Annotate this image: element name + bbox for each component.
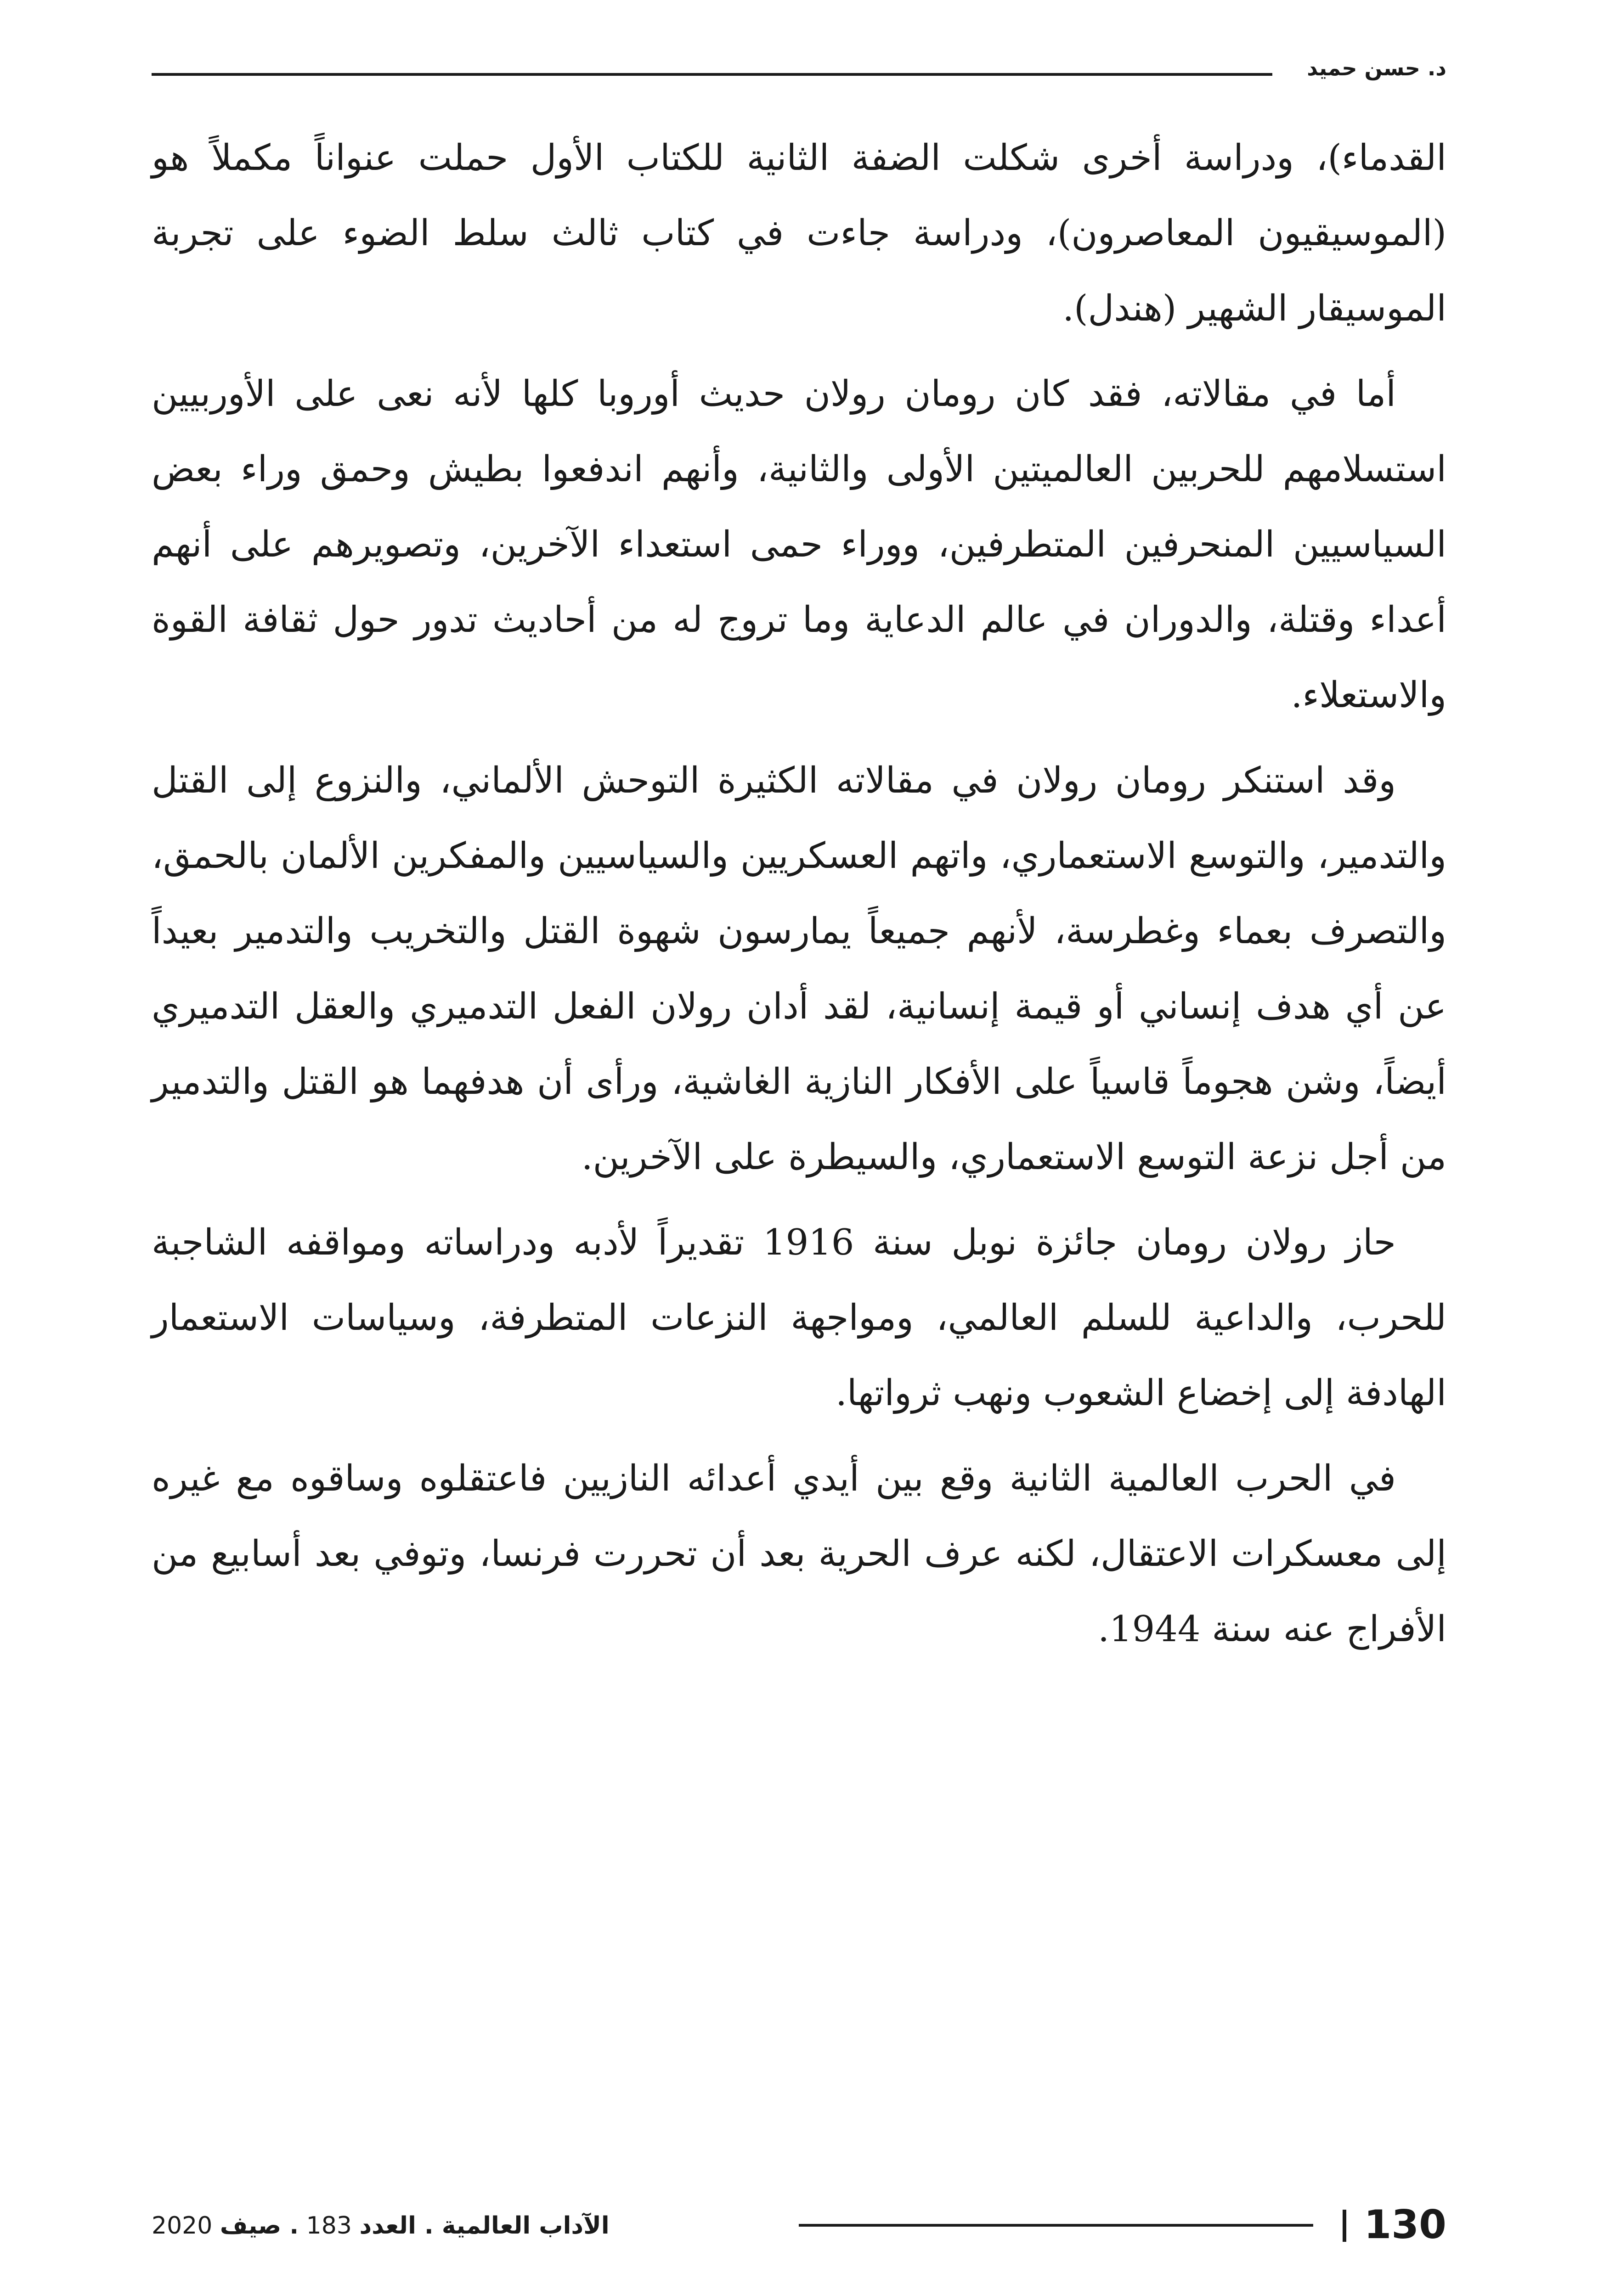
page-number: 130 [1364, 2202, 1446, 2248]
footer-rule [799, 2224, 1313, 2227]
issue-year: 2020 [152, 2212, 213, 2240]
issue-season: . صيف [220, 2212, 299, 2240]
footer-divider [1343, 2210, 1346, 2242]
paragraph-2: أما في مقالاته، فقد كان رومان رولان حديث أوروبا كلها لأنه نعى على الأوربيين استسلامهم للحربين العالميتين الأولى والثانية، وأنهم اندفعوا بطيش وحمق وراء بعض السياسيين المنحرفين المتطرفين، ووراء حمى استعداء الآخرين، وتصويرهم على أنهم أعداء وقتلة، والدوران في عالم الدعاية وما تروج له من أحاديث تدور حول ثقافة القوة والاستعلاء. [152, 373, 1446, 716]
journal-info [152, 2205, 610, 2246]
journal-name: الآداب العالمية . العدد [359, 2212, 610, 2240]
article-body [152, 120, 1446, 1677]
page-header [152, 53, 1446, 85]
page-footer [152, 2200, 1446, 2250]
header-rule [152, 73, 1272, 76]
paragraph-4: حاز رولان رومان جائزة نوبل سنة 1916 تقديراً لأدبه ودراساته ومواقفه الشاجبة للحرب، والداعية للسلم العالمي، ومواجهة النزعات المتطرفة، وسياسات الاستعمار الهادفة إلى إخضاع الشعوب ونهب ثرواتها. [152, 1222, 1446, 1414]
header-author: د. حسن حميد [1307, 56, 1446, 80]
paragraph-5: في الحرب العالمية الثانية وقع بين أيدي أعدائه النازيين فاعتقلوه وساقوه مع غيره إلى معسكرات الاعتقال، لكنه عرف الحرية بعد أن تحررت فرنسا، وتوفي بعد أسابيع من الأفراج عنه سنة 1944. [152, 1458, 1446, 1650]
paragraph-3: وقد استنكر رومان رولان في مقالاته الكثيرة التوحش الألماني، والنزوع إلى القتل والتدمير، والتوسع الاستعماري، واتهم العسكريين والسياسيين والمفكرين الألمان بالحمق، والتصرف بعماء وغطرسة، لأنهم جميعاً يمارسون شهوة القتل والتخريب والتدمير بعيداً عن أي هدف إنساني أو قيمة إنسانية، لقد أدان رولان الفعل التدميري والعقل التدميري أيضاً، وشن هجوماً قاسياً على الأفكار النازية الغاشية، ورأى أن هدفهما هو القتل والتدمير من أجل نزعة التوسع الاستعماري، والسيطرة على الآخرين. [152, 760, 1446, 1178]
paragraph-1: القدماء)، ودراسة أخرى شكلت الضفة الثانية للكتاب الأول حملت عنواناً مكملاً هو (الموسيقيون المعاصرون)، ودراسة جاءت في كتاب ثالث سلط الضوء على تجربة الموسيقار الشهير (هندل). [152, 137, 1446, 329]
issue-number: 183 [306, 2212, 352, 2240]
